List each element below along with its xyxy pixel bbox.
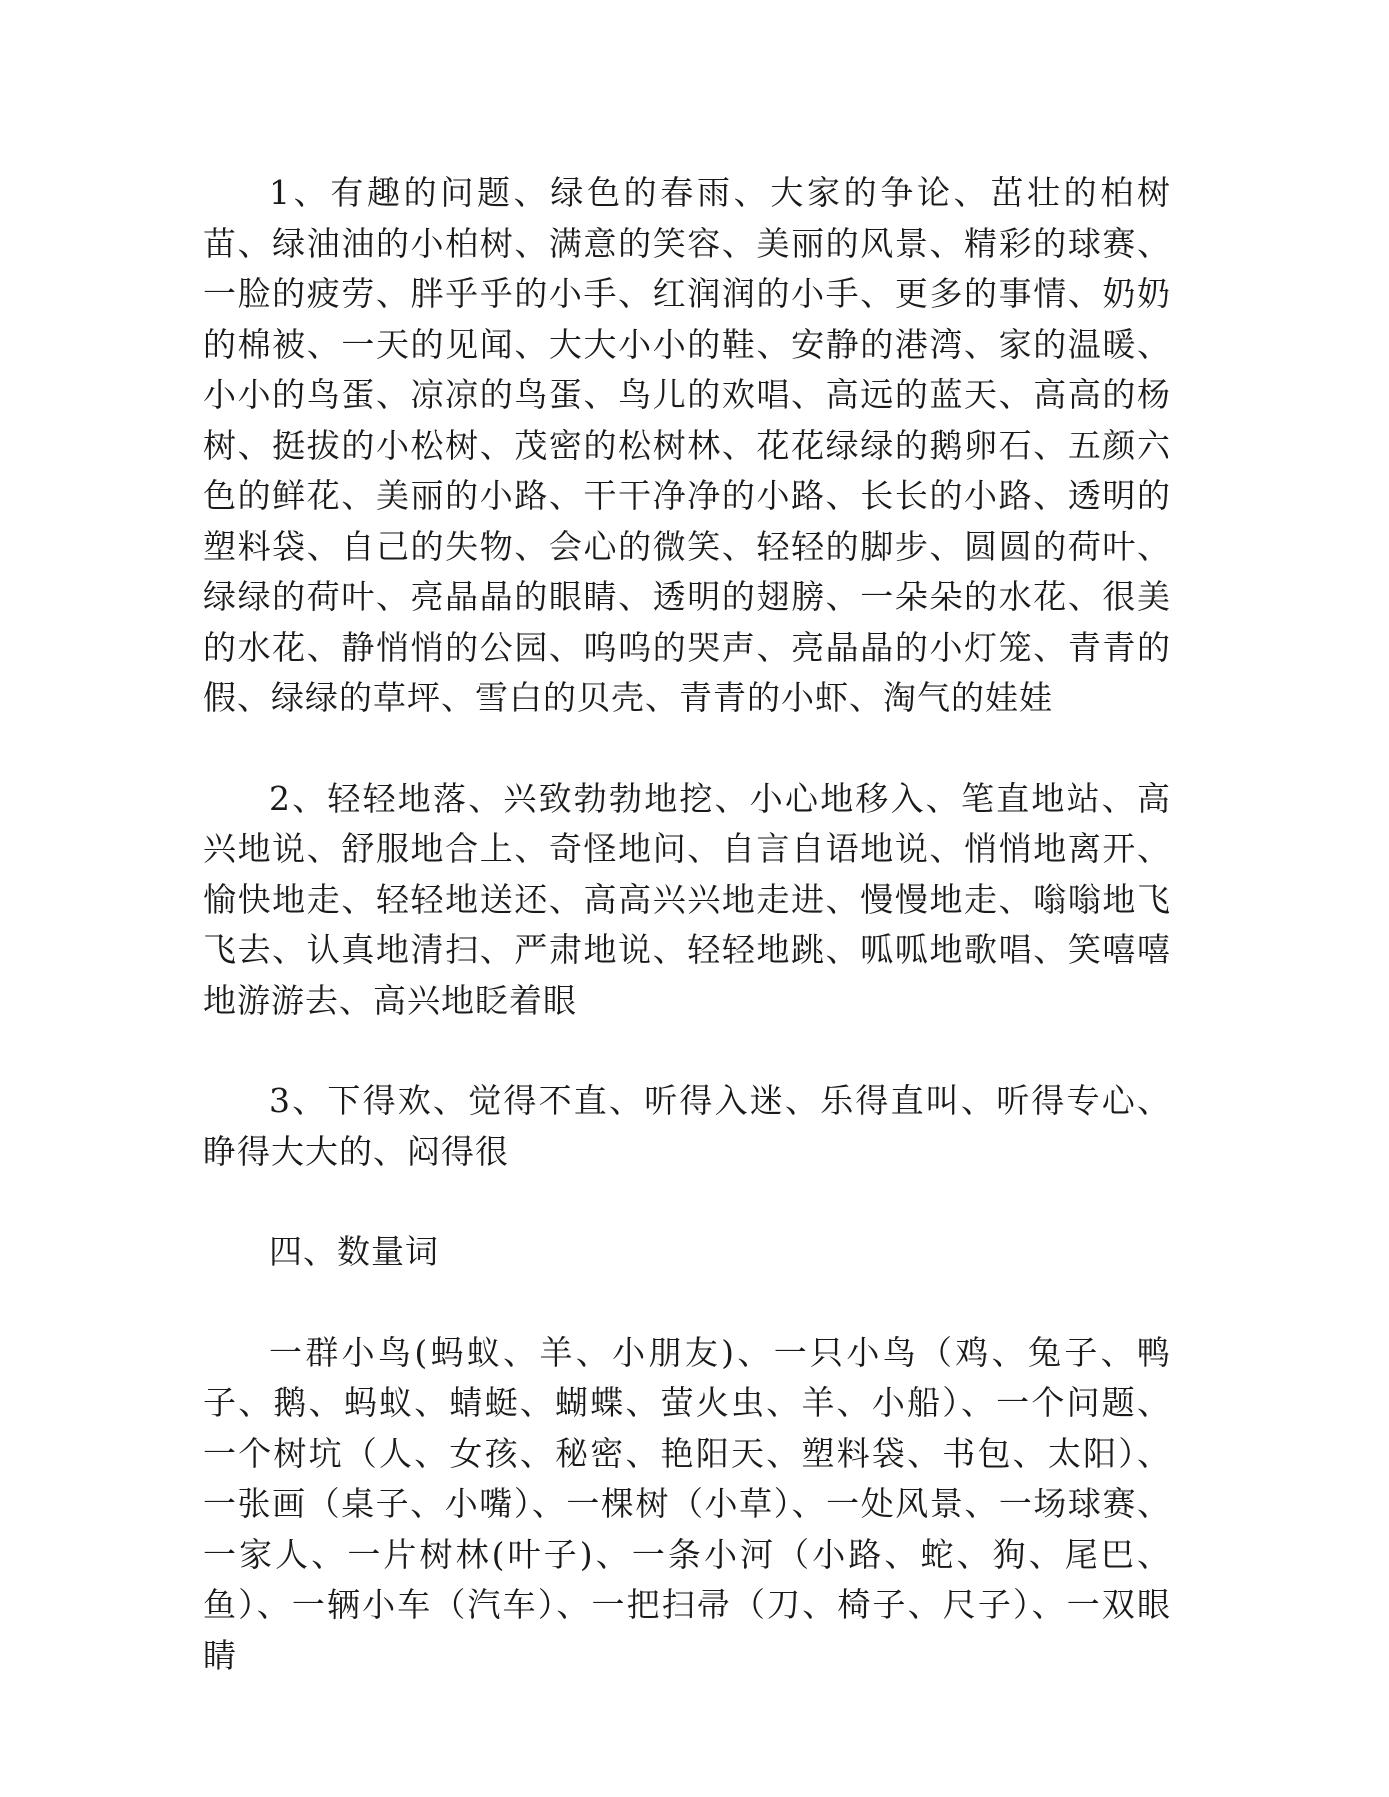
paragraph-measure-words: 一群小鸟(蚂蚁、羊、小朋友)、一只小鸟（鸡、兔子、鸭子、鹅、蚂蚁、蜻蜓、蝴蝶、萤火虫、羊、小船）、一个问题、一个树坑（人、女孩、秘密、艳阳天、塑料袋、书包、太阳）、一张画（桌子、小嘴）、一棵树（小草）、一处风景、一场球赛、一家人、一片树林(叶子)、一条小河（小路、蛇、狗、尾巴、鱼）、一辆小车（汽车）、一把扫帚（刀、椅子、尺子）、一双眼睛 xyxy=(203,1332,1171,1675)
paragraph-adverb-phrases: 2、轻轻地落、兴致勃勃地挖、小心地移入、笔直地站、高兴地说、舒服地合上、奇怪地问、自言自语地说、悄悄地离开、愉快地走、轻轻地送还、高高兴兴地走进、慢慢地走、嗡嗡地飞飞去、认真地清扫、严肃地说、轻轻地跳、呱呱地歌唱、笑嘻嘻地游游去、高兴地眨着眼 xyxy=(203,778,1171,1020)
section-heading-measure-words: 四、数量词 xyxy=(269,1232,439,1271)
paragraph-de-complements: 3、下得欢、觉得不直、听得入迷、乐得直叫、听得专心、睁得大大的、闷得很 xyxy=(203,1081,1171,1171)
paragraph-adjective-phrases: 1、有趣的问题、绿色的春雨、大家的争论、茁壮的柏树苗、绿油油的小柏树、满意的笑容、美丽的风景、精彩的球赛、一脸的疲劳、胖乎乎的小手、红润润的小手、更多的事情、奶奶的棉被、一天的见闻、大大小小的鞋、安静的港湾、家的温暖、小小的鸟蛋、凉凉的鸟蛋、鸟儿的欢唱、高远的蓝天、高高的杨树、挺拔的小松树、茂密的松树林、花花绿绿的鹅卵石、五颜六色的鲜花、美丽的小路、干干净净的小路、长长的小路、透明的塑料袋、自己的失物、会心的微笑、轻轻的脚步、圆圆的荷叶、绿绿的荷叶、亮晶晶的眼睛、透明的翅膀、一朵朵的水花、很美的水花、静悄悄的公园、呜呜的哭声、亮晶晶的小灯笼、青青的假、绿绿的草坪、雪白的贝壳、青青的小虾、淘气的娃娃 xyxy=(203,173,1171,717)
document-body xyxy=(203,168,1171,1731)
